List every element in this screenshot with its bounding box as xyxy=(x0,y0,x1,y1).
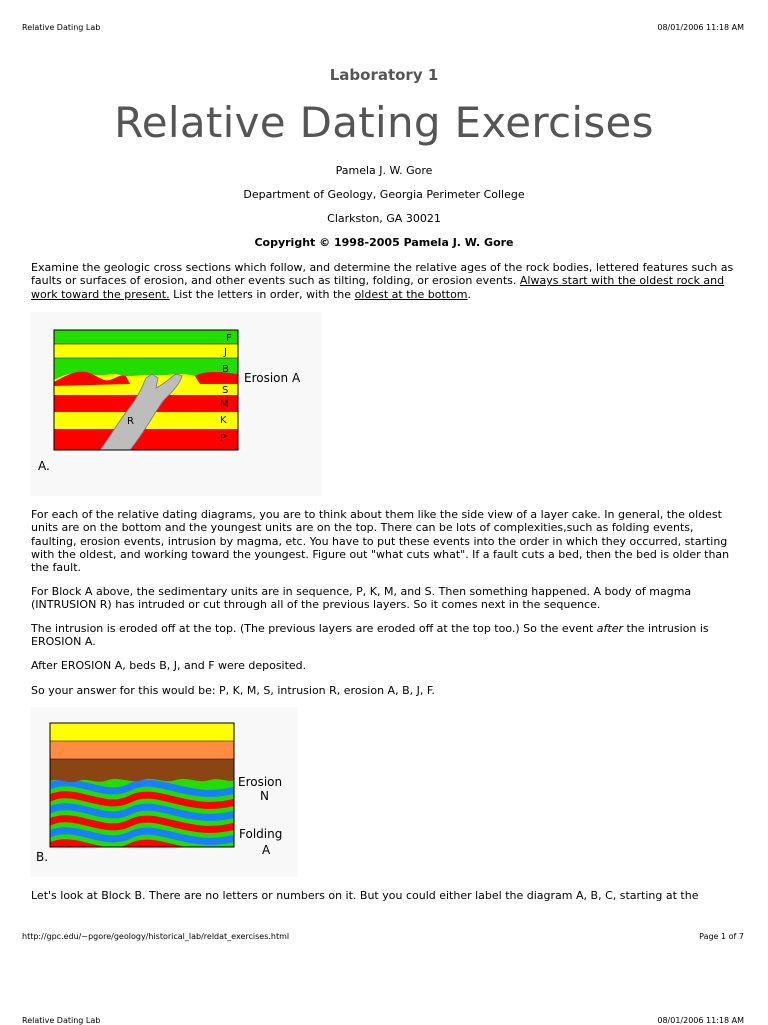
footer-url[interactable]: http://gpc.edu/~pgore/geology/historical_lab/reldat_exercises.html xyxy=(22,932,290,941)
start-oldest-rule: Always start with the oldest rock and work toward the present. xyxy=(31,274,725,301)
header-left: Relative Dating Lab xyxy=(22,23,101,32)
next-header-left: Relative Dating Lab xyxy=(22,1016,101,1025)
copyright: Copyright © 1998-2005 Pamela J. W. Gore xyxy=(254,236,514,249)
label-m: M xyxy=(220,399,229,410)
department: Department of Geology, Georgia Perimeter College xyxy=(243,188,525,201)
label-erosion-n: N xyxy=(260,789,269,803)
label-folding: Folding xyxy=(239,827,283,841)
page-title: Relative Dating Exercises xyxy=(114,98,654,147)
label-r: R xyxy=(127,416,134,427)
label-p: P xyxy=(220,433,227,444)
label-j: J xyxy=(224,347,227,358)
figure-b-diagram xyxy=(30,707,298,877)
label-s: S xyxy=(222,385,229,396)
label-f: F xyxy=(226,333,232,344)
block-b-paragraph: Let's look at Block B. There are no letters or numbers on it. But you could either label the diagram A, B, C, starting at the xyxy=(31,889,699,902)
caption-b: B. xyxy=(36,850,49,864)
erosion-surface-n xyxy=(50,759,234,782)
author: Pamela J. W. Gore xyxy=(335,164,433,177)
label-k: K xyxy=(220,415,227,426)
block-a-paragraph: For Block A above, the sedimentary units are in sequence, P, K, M, and S. Then something happened. A body of magma (INTRUSION R) has intruded or cut through all of the previous layers. So it comes next in the sequence. xyxy=(31,585,692,612)
beds-paragraph: After EROSION A, beds B, J, and F were deposited. xyxy=(31,659,307,672)
caption-a: A. xyxy=(38,459,50,473)
location: Clarkston, GA 30021 xyxy=(327,212,441,225)
label-erosion-a: Erosion A xyxy=(244,371,301,385)
orange-layer xyxy=(50,741,234,759)
page-number: Page 1 of 7 xyxy=(699,932,744,941)
folded-strata xyxy=(40,783,245,854)
header-right: 08/01/2006 11:18 AM xyxy=(657,23,744,32)
intrusion-paragraph: The intrusion is eroded off at the top. (The previous layers are eroded off at the top too.) So the event after the intrusion is EROSION A. xyxy=(31,622,709,649)
yellow-layer xyxy=(50,723,234,741)
figure-a-diagram xyxy=(30,312,322,496)
layer-f xyxy=(54,330,238,344)
layer-p xyxy=(54,429,238,450)
figure-a xyxy=(30,312,322,496)
answer-paragraph: So your answer for this would be: P, K, M, S, intrusion R, erosion A, B, J, F. xyxy=(31,684,435,697)
layer-cake-paragraph: For each of the relative dating diagrams, you are to think about them like the side view of a layer cake. In general, the oldest units are on the bottom and the youngest units are on the top. There can be lots of complexities,such as folding events, faulting, erosion events, intrusion by magma, etc. You have to put these events into the order in which they occurred, starting with the oldest, and working toward the youngest. Figure out "what cuts what". If a fault cuts a bed, then the bed is older than the fault. xyxy=(31,508,730,575)
intro-paragraph: Examine the geologic cross sections which follow, and determine the relative ages of the rock bodies, lettered features such as faults or surfaces of erosion, and other events such as tilting, folding, or erosion events. Always start with the oldest rock and work toward the present. List the letters in order, with the oldest at the bottom. xyxy=(31,261,734,301)
layer-j xyxy=(54,344,238,358)
lab-label: Laboratory 1 xyxy=(329,66,439,84)
oldest-bottom-rule: oldest at the bottom xyxy=(354,287,468,301)
next-header-right: 08/01/2006 11:18 AM xyxy=(657,1016,744,1025)
label-erosion: Erosion xyxy=(238,775,283,789)
figure-b xyxy=(30,707,298,877)
label-folding-a: A xyxy=(262,843,271,857)
label-b: B xyxy=(222,364,229,375)
